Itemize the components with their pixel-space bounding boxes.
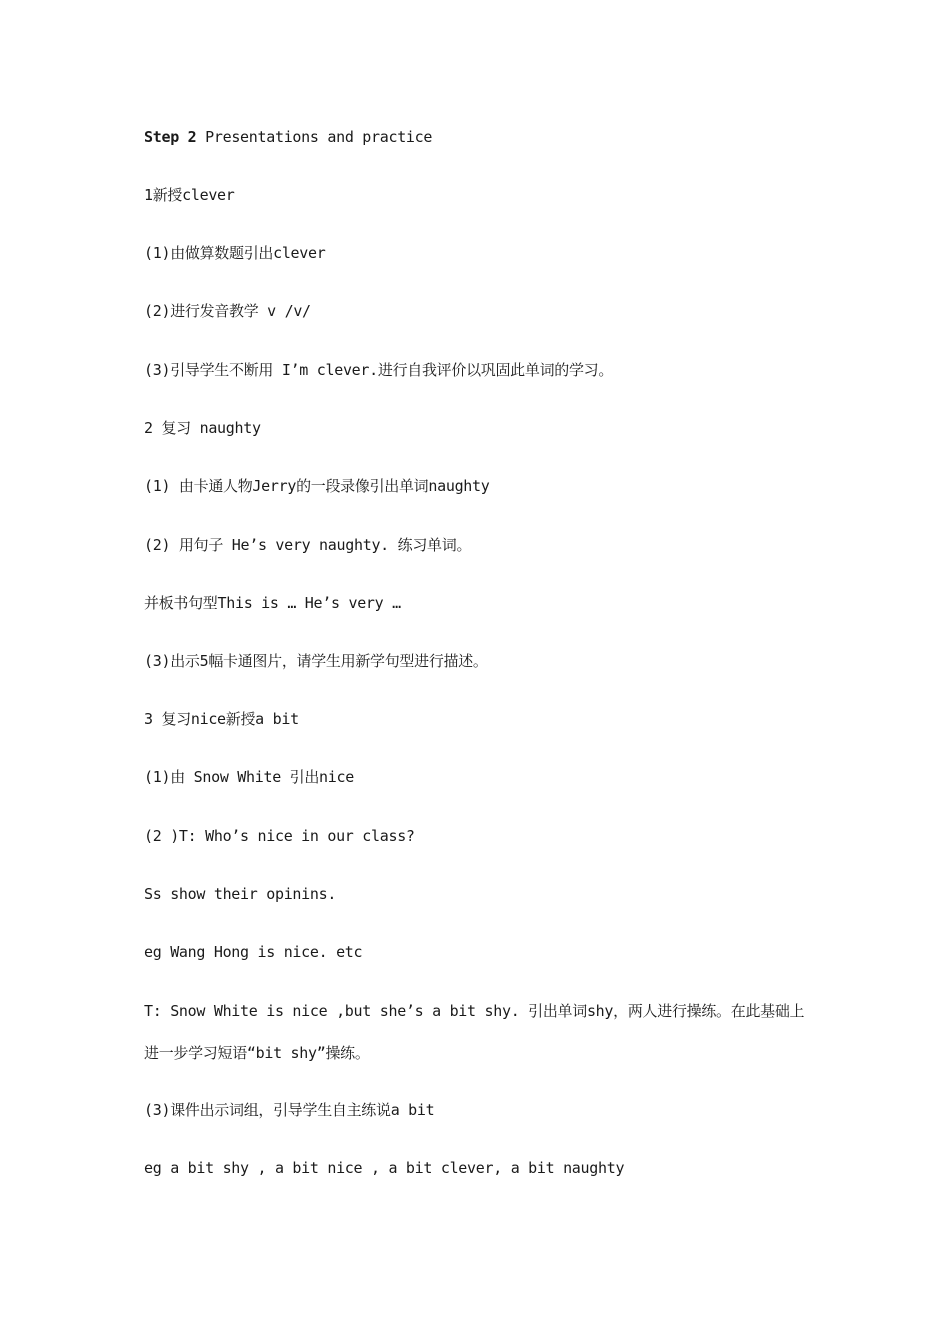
section-2-title: 2 复习 naughty [144,419,261,437]
section-2-item-1: (1) 由卡通人物Jerry的一段录像引出单词naughty [144,477,490,495]
step-title: Presentations and practice [196,128,433,146]
section-3-ss-line: Ss show their opinins. [144,885,337,903]
section-3-item-3: (3)课件出示词组，引导学生自主练说a bit [144,1101,435,1119]
section-3-title: 3 复习nice新授a bit [144,710,299,728]
step-heading [144,127,432,147]
section-1-title: 1新授clever [144,186,235,204]
step-label: Step 2 [144,128,197,146]
section-1-item-3: (3)引导学生不断用 I’m clever.进行自我评价以巩固此单词的学习。 [144,361,614,379]
section-2-item-2: (2) 用句子 He’s very naughty. 练习单词。 [144,536,472,554]
section-1-item-1: (1)由做算数题引出clever [144,244,326,262]
section-3-item-1: (1)由 Snow White 引出nice [144,768,354,786]
section-3-example-1: eg Wang Hong is nice. etc [144,943,363,961]
section-3-teacher-paragraph: T: Snow White is nice ,but she’s a bit shy. 引出单词shy，两人进行操练。在此基础上进一步学习短语“bit shy”操练。 [144,1002,805,1062]
section-2-note: 并板书句型This is … He’s very … [144,594,401,612]
section-1-item-2: (2)进行发音教学 v /v/ [144,302,311,320]
section-3-item-2: (2 )T: Who’s nice in our class? [144,827,415,845]
section-2-item-3: (3)出示5幅卡通图片，请学生用新学句型进行描述。 [144,652,488,670]
section-3-example-2: eg a bit shy , a bit nice , a bit clever, a bit naughty [144,1159,625,1177]
